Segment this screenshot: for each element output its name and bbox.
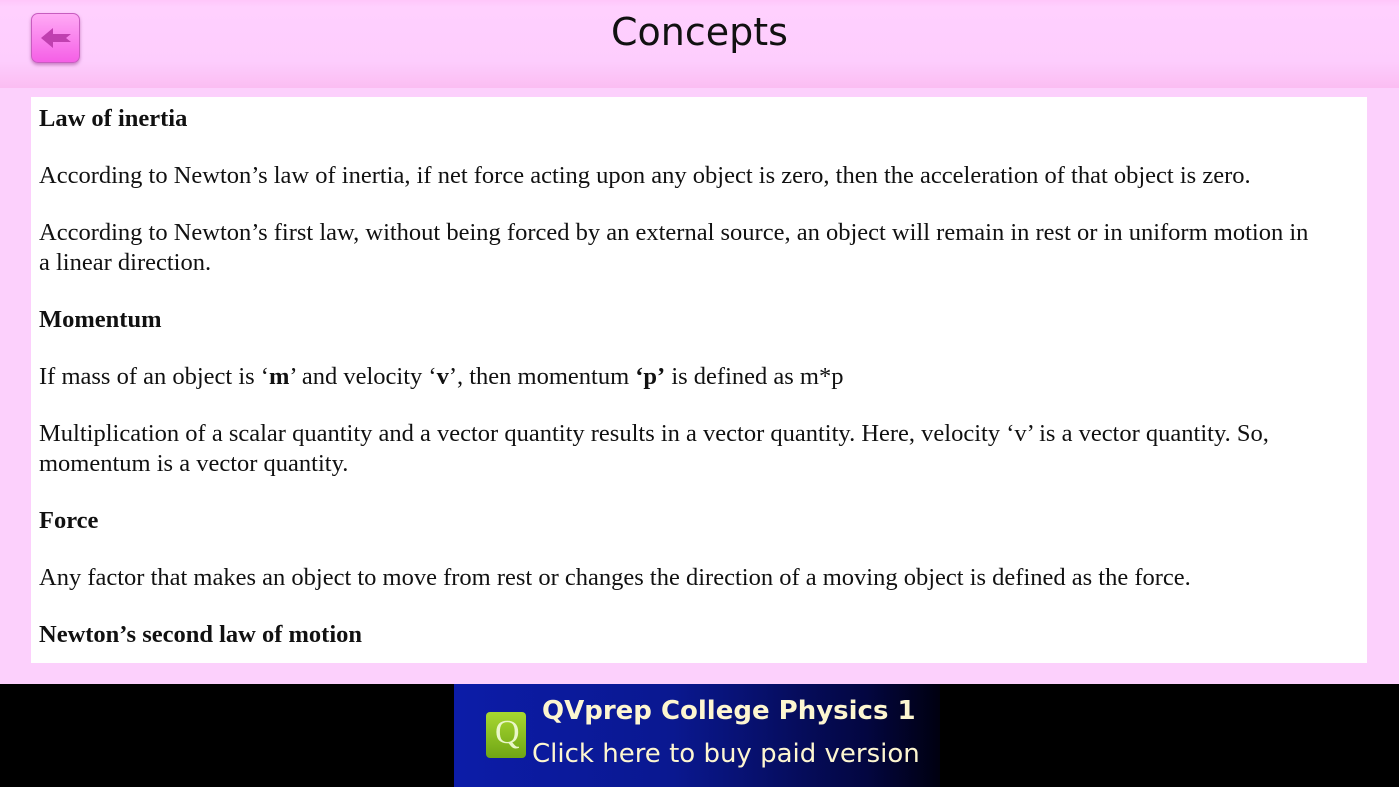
- bold-text: v: [436, 363, 449, 390]
- page-title: Concepts: [611, 10, 788, 54]
- paragraph: Any factor that makes an object to move from rest or changes the direction of a moving object is defined as the force.: [39, 564, 1191, 591]
- text: ’ and velocity ‘: [289, 363, 437, 390]
- buy-paid-version-banner[interactable]: [454, 684, 940, 787]
- bold-text: m: [268, 363, 290, 390]
- bold-text: ‘p’: [635, 363, 666, 390]
- ad-bar: [0, 684, 1399, 787]
- paragraph: Multiplication of a scalar quantity and a vector quantity results in a vector quantity. Here, velocity ‘v’ is a vector quantity. So, momentum is a vector quantity.: [39, 420, 1269, 477]
- paragraph: According to Newton’s first law, without being forced by an external source, an object will remain in rest or in uniform motion in a linear direction.: [39, 219, 1309, 276]
- text: If mass of an object is ‘: [39, 363, 269, 390]
- paragraph-momentum-definition: [39, 362, 1359, 392]
- section-heading: Momentum: [39, 306, 162, 333]
- section-heading: Force: [39, 507, 99, 534]
- paragraph: According to Newton’s law of inertia, if net force acting upon any object is zero, then the acceleration of that object is zero.: [39, 162, 1251, 189]
- concepts-content[interactable]: [31, 97, 1367, 663]
- qvprep-logo-icon: [486, 712, 526, 758]
- text: ’, then momentum: [448, 363, 636, 390]
- logo-letter: Q: [495, 714, 520, 751]
- ad-title: QVprep College Physics 1: [542, 696, 916, 726]
- header-bar: [0, 0, 1399, 88]
- section-heading: Newton’s second law of motion: [39, 621, 363, 648]
- ad-subtitle: Click here to buy paid version: [532, 739, 920, 769]
- text: is defined as m*p: [665, 363, 844, 390]
- section-heading: Law of inertia: [39, 105, 188, 132]
